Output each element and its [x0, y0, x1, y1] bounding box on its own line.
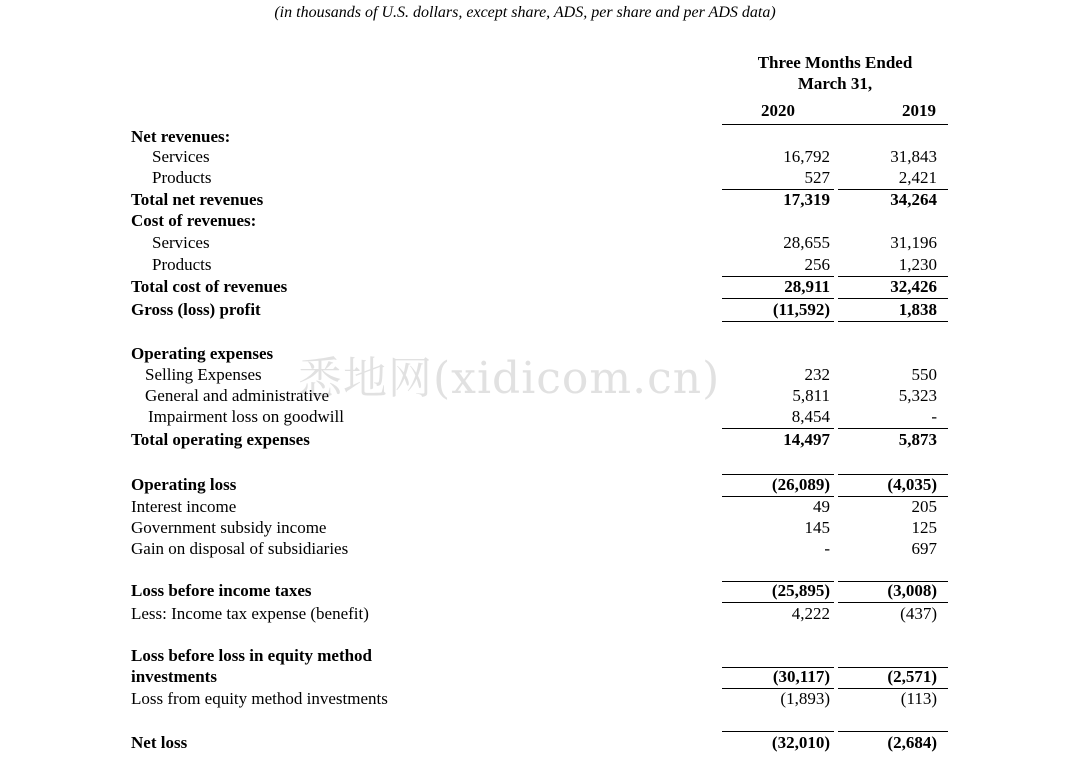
row-label: Services — [152, 233, 210, 252]
table-row — [0, 277, 1080, 299]
value-2020: 527 — [804, 168, 830, 187]
value-2019: 31,196 — [890, 233, 937, 252]
row-label: Operating loss — [131, 475, 237, 494]
rule — [838, 298, 948, 299]
value-2020: 4,222 — [791, 604, 830, 623]
rule — [838, 667, 948, 668]
watermark: 悉地网(xidicom.cn) — [298, 353, 721, 404]
rule — [722, 276, 834, 277]
value-2020: - — [824, 539, 830, 558]
value-2019: 5,323 — [898, 386, 937, 405]
table-row — [0, 733, 1080, 755]
row-label: Gain on disposal of subsidiaries — [131, 539, 349, 558]
value-2019: 5,873 — [898, 430, 937, 449]
row-label: Cost of revenues: — [131, 211, 257, 230]
table-row — [0, 475, 1080, 497]
row-label: Less: Income tax expense (benefit) — [131, 604, 369, 623]
rule — [722, 321, 834, 322]
table-row — [0, 539, 1080, 561]
header-rule — [722, 124, 948, 125]
value-2020: 5,811 — [792, 386, 830, 405]
table-row — [0, 497, 1080, 519]
value-2019: 125 — [911, 518, 937, 537]
value-2020: 28,911 — [784, 277, 830, 296]
value-2020: (32,010) — [771, 733, 830, 752]
value-2020: 8,454 — [791, 407, 830, 426]
row-label: Loss from equity method investments — [131, 689, 388, 708]
table-row — [0, 233, 1080, 255]
rule — [722, 189, 834, 190]
table-row — [0, 300, 1080, 322]
value-2020: 16,792 — [783, 147, 830, 166]
table-row — [0, 127, 1080, 149]
row-label: Selling Expenses — [145, 365, 262, 384]
row-label: Loss before income taxes — [131, 581, 312, 600]
rule — [722, 474, 834, 475]
table-row — [0, 147, 1080, 169]
rule — [838, 474, 948, 475]
period-header — [722, 52, 948, 94]
value-2020: (30,117) — [772, 667, 830, 686]
value-2020: 49 — [813, 497, 830, 516]
value-2019: 1,230 — [898, 255, 937, 274]
row-label: Operating expenses — [131, 344, 274, 363]
value-2019: 697 — [911, 539, 937, 558]
value-2020: (1,893) — [780, 689, 830, 708]
row-label: Loss before loss in equity method — [131, 646, 373, 665]
rule — [838, 496, 948, 497]
value-2019: (2,684) — [887, 733, 937, 752]
value-2019: (4,035) — [887, 475, 937, 494]
table-row — [0, 518, 1080, 540]
rule — [722, 581, 834, 582]
value-2020: 232 — [804, 365, 830, 384]
value-2019: 205 — [911, 497, 937, 516]
row-label: Products — [152, 168, 212, 187]
row-label: Services — [152, 147, 210, 166]
rule — [722, 496, 834, 497]
value-2019: 31,843 — [890, 147, 937, 166]
table-row — [0, 168, 1080, 190]
value-2019: (113) — [900, 689, 937, 708]
row-label: Total cost of revenues — [131, 277, 288, 296]
statement-subtitle: (in thousands of U.S. dollars, except share, ADS, per share and per ADS data) — [274, 4, 776, 21]
value-2019: (437) — [900, 604, 937, 623]
table-row — [0, 430, 1080, 452]
table-row — [0, 667, 1080, 689]
rule — [722, 428, 834, 429]
table-row — [0, 407, 1080, 429]
rule — [838, 602, 948, 603]
row-label: investments — [131, 667, 217, 686]
value-2019: 1,838 — [898, 300, 937, 319]
rule — [838, 688, 948, 689]
year-header-2020: 2020 — [761, 101, 795, 120]
value-2019: - — [931, 407, 937, 426]
table-row — [0, 190, 1080, 212]
value-2019: (3,008) — [887, 581, 937, 600]
table-row — [0, 211, 1080, 233]
value-2019: 34,264 — [890, 190, 937, 209]
row-label: Gross (loss) profit — [131, 300, 261, 319]
rule — [838, 428, 948, 429]
rule — [838, 581, 948, 582]
value-2020: 14,497 — [783, 430, 830, 449]
rule — [838, 189, 948, 190]
rule — [838, 731, 948, 732]
row-label: Government subsidy income — [131, 518, 327, 537]
table-row — [0, 604, 1080, 626]
rule — [722, 688, 834, 689]
row-label: Net loss — [131, 733, 188, 752]
row-label: Net revenues: — [131, 127, 231, 146]
value-2020: 145 — [804, 518, 830, 537]
value-2020: 28,655 — [783, 233, 830, 252]
value-2020: (11,592) — [772, 300, 830, 319]
rule — [838, 276, 948, 277]
rule — [722, 731, 834, 732]
row-label: Products — [152, 255, 212, 274]
table-row — [0, 689, 1080, 711]
value-2020: 17,319 — [783, 190, 830, 209]
row-label: Total net revenues — [131, 190, 264, 209]
table-row — [0, 255, 1080, 277]
rule — [722, 298, 834, 299]
row-label: Interest income — [131, 497, 237, 516]
value-2019: (2,571) — [887, 667, 937, 686]
value-2020: (25,895) — [771, 581, 830, 600]
row-label: General and administrative — [145, 386, 330, 405]
row-label: Total operating expenses — [131, 430, 310, 449]
table-row — [0, 581, 1080, 603]
row-label: Impairment loss on goodwill — [148, 407, 344, 426]
rule — [838, 321, 948, 322]
value-2020: (26,089) — [771, 475, 830, 494]
rule — [722, 602, 834, 603]
period-header-line2: March 31, — [797, 74, 873, 93]
year-header-2019: 2019 — [902, 101, 936, 120]
rule — [722, 667, 834, 668]
period-header-line1: Three Months Ended — [757, 53, 913, 72]
value-2019: 550 — [911, 365, 937, 384]
value-2019: 32,426 — [890, 277, 937, 296]
value-2019: 2,421 — [898, 168, 937, 187]
value-2020: 256 — [804, 255, 830, 274]
table-row — [0, 646, 1080, 668]
